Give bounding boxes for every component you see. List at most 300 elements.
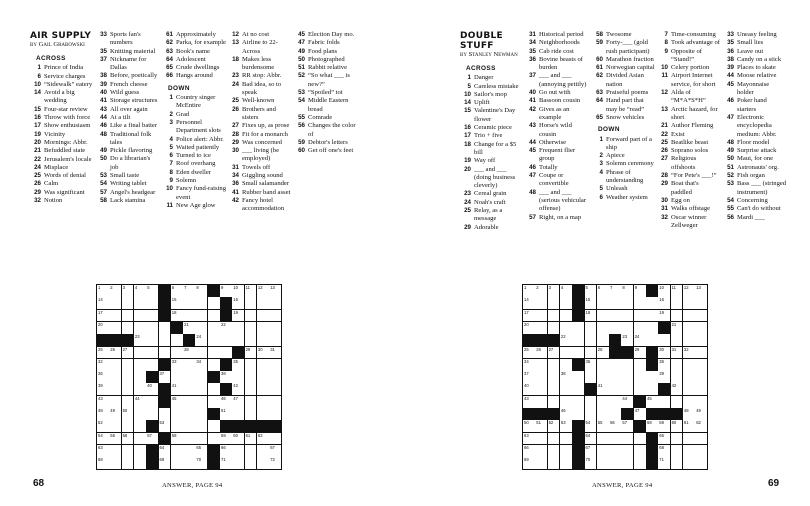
grid-cell[interactable] xyxy=(585,334,597,346)
grid-cell[interactable] xyxy=(621,359,633,371)
grid-cell[interactable] xyxy=(658,310,670,322)
grid-cell[interactable] xyxy=(597,347,609,359)
grid-cell[interactable] xyxy=(159,408,171,420)
grid-cell[interactable] xyxy=(646,334,658,346)
grid-cell[interactable] xyxy=(183,396,195,408)
grid-cell[interactable] xyxy=(183,310,195,322)
grid-cell[interactable] xyxy=(97,322,109,334)
grid-cell[interactable] xyxy=(122,383,134,395)
grid-cell[interactable] xyxy=(220,285,232,297)
grid-cell[interactable] xyxy=(208,334,220,346)
grid-cell[interactable] xyxy=(208,322,220,334)
grid-cell[interactable] xyxy=(523,285,535,297)
grid-cell[interactable] xyxy=(195,297,207,309)
grid-cell[interactable] xyxy=(183,408,195,420)
grid-cell[interactable] xyxy=(146,433,158,445)
grid-cell[interactable] xyxy=(609,297,621,309)
grid-cell[interactable] xyxy=(658,334,670,346)
grid-cell[interactable] xyxy=(597,445,609,457)
grid-cell[interactable] xyxy=(208,297,220,309)
grid-cell[interactable] xyxy=(560,297,572,309)
grid-cell[interactable] xyxy=(183,383,195,395)
grid-cell[interactable] xyxy=(523,371,535,383)
grid-cell[interactable] xyxy=(671,359,683,371)
grid-cell[interactable] xyxy=(548,445,560,457)
grid-cell[interactable] xyxy=(646,396,658,408)
grid-cell[interactable] xyxy=(232,383,244,395)
grid-cell[interactable] xyxy=(220,371,232,383)
grid-cell[interactable] xyxy=(658,285,670,297)
grid-cell[interactable] xyxy=(109,420,121,432)
grid-cell[interactable] xyxy=(585,297,597,309)
grid-cell[interactable] xyxy=(585,433,597,445)
grid-cell[interactable] xyxy=(560,420,572,432)
grid-cell[interactable] xyxy=(257,322,269,334)
grid-cell[interactable] xyxy=(671,347,683,359)
grid-cell[interactable] xyxy=(134,322,146,334)
grid-cell[interactable] xyxy=(585,347,597,359)
grid-cell[interactable] xyxy=(560,322,572,334)
grid-cell[interactable] xyxy=(245,408,257,420)
grid-cell[interactable] xyxy=(535,457,547,469)
grid-cell[interactable] xyxy=(183,445,195,457)
grid-cell[interactable] xyxy=(195,433,207,445)
grid-cell[interactable] xyxy=(523,322,535,334)
grid-cell[interactable] xyxy=(523,420,535,432)
grid-cell[interactable] xyxy=(183,371,195,383)
grid-cell[interactable] xyxy=(171,445,183,457)
grid-cell[interactable] xyxy=(658,347,670,359)
grid-cell[interactable] xyxy=(109,310,121,322)
grid-cell[interactable] xyxy=(195,359,207,371)
grid-cell[interactable] xyxy=(220,433,232,445)
grid-cell[interactable] xyxy=(159,334,171,346)
grid-cell[interactable] xyxy=(695,396,707,408)
grid-cell[interactable] xyxy=(122,457,134,469)
grid-cell[interactable] xyxy=(171,457,183,469)
grid-cell[interactable] xyxy=(671,433,683,445)
grid-cell[interactable] xyxy=(146,408,158,420)
grid-cell[interactable] xyxy=(257,347,269,359)
grid-cell[interactable] xyxy=(560,371,572,383)
grid-cell[interactable] xyxy=(220,445,232,457)
grid-cell[interactable] xyxy=(232,396,244,408)
grid-cell[interactable] xyxy=(609,359,621,371)
grid-cell[interactable] xyxy=(232,433,244,445)
grid-cell[interactable] xyxy=(535,371,547,383)
grid-cell[interactable] xyxy=(97,457,109,469)
grid-cell[interactable] xyxy=(257,396,269,408)
grid-cell[interactable] xyxy=(695,359,707,371)
grid-cell[interactable] xyxy=(671,310,683,322)
grid-cell[interactable] xyxy=(658,371,670,383)
grid-cell[interactable] xyxy=(159,445,171,457)
grid-cell[interactable] xyxy=(671,297,683,309)
grid-cell[interactable] xyxy=(683,396,695,408)
grid-cell[interactable] xyxy=(621,445,633,457)
grid-cell[interactable] xyxy=(695,445,707,457)
grid-cell[interactable] xyxy=(232,408,244,420)
grid-cell[interactable] xyxy=(683,359,695,371)
grid-cell[interactable] xyxy=(146,347,158,359)
grid-cell[interactable] xyxy=(535,383,547,395)
grid-cell[interactable] xyxy=(245,371,257,383)
grid-cell[interactable] xyxy=(646,310,658,322)
grid-cell[interactable] xyxy=(195,420,207,432)
grid-cell[interactable] xyxy=(683,445,695,457)
grid-cell[interactable] xyxy=(548,322,560,334)
grid-cell[interactable] xyxy=(109,347,121,359)
grid-cell[interactable] xyxy=(535,297,547,309)
grid-cell[interactable] xyxy=(609,445,621,457)
grid-cell[interactable] xyxy=(245,457,257,469)
grid-cell[interactable] xyxy=(609,420,621,432)
grid-cell[interactable] xyxy=(146,359,158,371)
grid-cell[interactable] xyxy=(122,297,134,309)
grid-cell[interactable] xyxy=(535,347,547,359)
grid-cell[interactable] xyxy=(523,347,535,359)
grid-cell[interactable] xyxy=(597,371,609,383)
grid-cell[interactable] xyxy=(122,420,134,432)
grid-cell[interactable] xyxy=(621,297,633,309)
grid-cell[interactable] xyxy=(134,445,146,457)
grid-cell[interactable] xyxy=(208,383,220,395)
grid-cell[interactable] xyxy=(208,433,220,445)
grid-cell[interactable] xyxy=(671,383,683,395)
grid-cell[interactable] xyxy=(523,396,535,408)
grid-cell[interactable] xyxy=(134,297,146,309)
grid-cell[interactable] xyxy=(232,322,244,334)
grid-cell[interactable] xyxy=(220,408,232,420)
grid-cell[interactable] xyxy=(109,383,121,395)
grid-cell[interactable] xyxy=(97,408,109,420)
grid-cell[interactable] xyxy=(269,371,281,383)
grid-cell[interactable] xyxy=(245,445,257,457)
grid-cell[interactable] xyxy=(585,310,597,322)
grid-cell[interactable] xyxy=(97,310,109,322)
grid-cell[interactable] xyxy=(560,396,572,408)
grid-cell[interactable] xyxy=(609,457,621,469)
grid-cell[interactable] xyxy=(159,420,171,432)
grid-cell[interactable] xyxy=(535,285,547,297)
grid-cell[interactable] xyxy=(585,408,597,420)
grid-cell[interactable] xyxy=(621,420,633,432)
grid-cell[interactable] xyxy=(646,371,658,383)
grid-cell[interactable] xyxy=(671,420,683,432)
grid-cell[interactable] xyxy=(159,371,171,383)
grid-cell[interactable] xyxy=(597,310,609,322)
grid-cell[interactable] xyxy=(609,433,621,445)
grid-cell[interactable] xyxy=(548,420,560,432)
grid-cell[interactable] xyxy=(134,359,146,371)
grid-cell[interactable] xyxy=(634,457,646,469)
grid-cell[interactable] xyxy=(609,383,621,395)
grid-cell[interactable] xyxy=(171,383,183,395)
grid-cell[interactable] xyxy=(658,359,670,371)
grid-cell[interactable] xyxy=(245,310,257,322)
grid-cell[interactable] xyxy=(695,408,707,420)
grid-cell[interactable] xyxy=(183,347,195,359)
grid-cell[interactable] xyxy=(257,445,269,457)
grid-cell[interactable] xyxy=(548,347,560,359)
grid-cell[interactable] xyxy=(269,310,281,322)
grid-cell[interactable] xyxy=(97,383,109,395)
grid-cell[interactable] xyxy=(548,396,560,408)
grid-cell[interactable] xyxy=(245,433,257,445)
grid-cell[interactable] xyxy=(646,297,658,309)
grid-cell[interactable] xyxy=(97,396,109,408)
grid-cell[interactable] xyxy=(183,420,195,432)
grid-cell[interactable] xyxy=(257,408,269,420)
grid-cell[interactable] xyxy=(134,371,146,383)
grid-cell[interactable] xyxy=(634,408,646,420)
grid-cell[interactable] xyxy=(646,420,658,432)
grid-cell[interactable] xyxy=(183,457,195,469)
grid-cell[interactable] xyxy=(232,371,244,383)
grid-cell[interactable] xyxy=(195,371,207,383)
grid-cell[interactable] xyxy=(171,396,183,408)
grid-cell[interactable] xyxy=(208,359,220,371)
grid-cell[interactable] xyxy=(597,433,609,445)
grid-cell[interactable] xyxy=(695,383,707,395)
grid-cell[interactable] xyxy=(634,310,646,322)
grid-cell[interactable] xyxy=(122,371,134,383)
grid-cell[interactable] xyxy=(208,310,220,322)
grid-cell[interactable] xyxy=(658,420,670,432)
grid-cell[interactable] xyxy=(146,297,158,309)
grid-cell[interactable] xyxy=(572,347,584,359)
grid-cell[interactable] xyxy=(257,359,269,371)
grid-cell[interactable] xyxy=(560,310,572,322)
grid-cell[interactable] xyxy=(683,433,695,445)
grid-cell[interactable] xyxy=(609,310,621,322)
grid-cell[interactable] xyxy=(146,322,158,334)
grid-cell[interactable] xyxy=(146,383,158,395)
grid-cell[interactable] xyxy=(597,383,609,395)
grid-cell[interactable] xyxy=(560,383,572,395)
grid-cell[interactable] xyxy=(232,457,244,469)
grid-cell[interactable] xyxy=(658,396,670,408)
grid-cell[interactable] xyxy=(695,420,707,432)
grid-cell[interactable] xyxy=(523,445,535,457)
grid-cell[interactable] xyxy=(171,371,183,383)
grid-cell[interactable] xyxy=(585,322,597,334)
grid-cell[interactable] xyxy=(695,334,707,346)
grid-cell[interactable] xyxy=(695,371,707,383)
grid-cell[interactable] xyxy=(97,445,109,457)
grid-cell[interactable] xyxy=(560,445,572,457)
grid-cell[interactable] xyxy=(585,396,597,408)
grid-cell[interactable] xyxy=(560,408,572,420)
grid-cell[interactable] xyxy=(183,285,195,297)
grid-cell[interactable] xyxy=(109,297,121,309)
grid-cell[interactable] xyxy=(683,347,695,359)
grid-cell[interactable] xyxy=(585,420,597,432)
grid-cell[interactable] xyxy=(634,433,646,445)
grid-cell[interactable] xyxy=(220,396,232,408)
grid-cell[interactable] xyxy=(646,322,658,334)
grid-cell[interactable] xyxy=(523,433,535,445)
grid-cell[interactable] xyxy=(548,457,560,469)
grid-cell[interactable] xyxy=(695,347,707,359)
grid-cell[interactable] xyxy=(183,322,195,334)
grid-cell[interactable] xyxy=(220,322,232,334)
grid-cell[interactable] xyxy=(146,334,158,346)
grid-cell[interactable] xyxy=(97,433,109,445)
grid-cell[interactable] xyxy=(109,322,121,334)
grid-cell[interactable] xyxy=(122,347,134,359)
grid-cell[interactable] xyxy=(572,396,584,408)
grid-cell[interactable] xyxy=(122,310,134,322)
grid-cell[interactable] xyxy=(134,408,146,420)
grid-cell[interactable] xyxy=(146,310,158,322)
grid-cell[interactable] xyxy=(695,310,707,322)
grid-cell[interactable] xyxy=(597,359,609,371)
grid-cell[interactable] xyxy=(597,396,609,408)
grid-cell[interactable] xyxy=(634,383,646,395)
grid-cell[interactable] xyxy=(171,433,183,445)
grid-cell[interactable] xyxy=(232,445,244,457)
grid-cell[interactable] xyxy=(597,334,609,346)
grid-cell[interactable] xyxy=(548,310,560,322)
grid-cell[interactable] xyxy=(671,396,683,408)
grid-cell[interactable] xyxy=(585,285,597,297)
grid-cell[interactable] xyxy=(195,310,207,322)
grid-cell[interactable] xyxy=(134,396,146,408)
grid-cell[interactable] xyxy=(597,297,609,309)
grid-cell[interactable] xyxy=(97,297,109,309)
grid-cell[interactable] xyxy=(572,383,584,395)
grid-cell[interactable] xyxy=(257,285,269,297)
grid-cell[interactable] xyxy=(560,433,572,445)
grid-cell[interactable] xyxy=(585,457,597,469)
grid-cell[interactable] xyxy=(195,347,207,359)
grid-cell[interactable] xyxy=(683,383,695,395)
grid-cell[interactable] xyxy=(109,371,121,383)
grid-cell[interactable] xyxy=(257,433,269,445)
grid-cell[interactable] xyxy=(523,359,535,371)
grid-cell[interactable] xyxy=(122,396,134,408)
grid-cell[interactable] xyxy=(560,334,572,346)
grid-cell[interactable] xyxy=(208,420,220,432)
grid-cell[interactable] xyxy=(171,285,183,297)
grid-cell[interactable] xyxy=(535,445,547,457)
grid-cell[interactable] xyxy=(195,383,207,395)
grid-cell[interactable] xyxy=(634,359,646,371)
grid-cell[interactable] xyxy=(146,396,158,408)
grid-cell[interactable] xyxy=(609,396,621,408)
grid-cell[interactable] xyxy=(159,457,171,469)
grid-cell[interactable] xyxy=(245,322,257,334)
grid-cell[interactable] xyxy=(195,457,207,469)
grid-cell[interactable] xyxy=(269,359,281,371)
grid-cell[interactable] xyxy=(597,457,609,469)
grid-cell[interactable] xyxy=(134,433,146,445)
grid-cell[interactable] xyxy=(621,334,633,346)
grid-cell[interactable] xyxy=(245,396,257,408)
grid-cell[interactable] xyxy=(658,297,670,309)
grid-cell[interactable] xyxy=(560,285,572,297)
grid-cell[interactable] xyxy=(621,383,633,395)
grid-cell[interactable] xyxy=(535,322,547,334)
grid-cell[interactable] xyxy=(269,297,281,309)
grid-cell[interactable] xyxy=(134,420,146,432)
grid-cell[interactable] xyxy=(232,310,244,322)
grid-cell[interactable] xyxy=(695,433,707,445)
grid-cell[interactable] xyxy=(97,420,109,432)
grid-cell[interactable] xyxy=(560,457,572,469)
grid-cell[interactable] xyxy=(560,359,572,371)
grid-cell[interactable] xyxy=(535,359,547,371)
grid-cell[interactable] xyxy=(658,457,670,469)
grid-cell[interactable] xyxy=(585,445,597,457)
grid-cell[interactable] xyxy=(195,285,207,297)
grid-cell[interactable] xyxy=(109,445,121,457)
grid-cell[interactable] xyxy=(683,310,695,322)
grid-cell[interactable] xyxy=(171,310,183,322)
grid-cell[interactable] xyxy=(585,359,597,371)
grid-cell[interactable] xyxy=(171,359,183,371)
grid-cell[interactable] xyxy=(683,420,695,432)
grid-cell[interactable] xyxy=(269,408,281,420)
grid-cell[interactable] xyxy=(232,297,244,309)
grid-cell[interactable] xyxy=(257,297,269,309)
grid-cell[interactable] xyxy=(609,285,621,297)
grid-cell[interactable] xyxy=(671,322,683,334)
grid-cell[interactable] xyxy=(232,359,244,371)
grid-cell[interactable] xyxy=(597,285,609,297)
grid-cell[interactable] xyxy=(97,359,109,371)
grid-cell[interactable] xyxy=(245,347,257,359)
grid-cell[interactable] xyxy=(220,347,232,359)
grid-cell[interactable] xyxy=(671,445,683,457)
grid-cell[interactable] xyxy=(159,347,171,359)
grid-cell[interactable] xyxy=(109,285,121,297)
grid-cell[interactable] xyxy=(269,347,281,359)
grid-cell[interactable] xyxy=(523,383,535,395)
grid-cell[interactable] xyxy=(245,297,257,309)
grid-cell[interactable] xyxy=(523,310,535,322)
grid-cell[interactable] xyxy=(695,297,707,309)
grid-cell[interactable] xyxy=(257,371,269,383)
grid-cell[interactable] xyxy=(109,396,121,408)
grid-cell[interactable] xyxy=(609,322,621,334)
grid-cell[interactable] xyxy=(146,285,158,297)
grid-cell[interactable] xyxy=(208,347,220,359)
grid-cell[interactable] xyxy=(245,359,257,371)
grid-cell[interactable] xyxy=(97,371,109,383)
grid-cell[interactable] xyxy=(523,457,535,469)
grid-cell[interactable] xyxy=(257,334,269,346)
grid-cell[interactable] xyxy=(171,408,183,420)
grid-cell[interactable] xyxy=(621,371,633,383)
grid-cell[interactable] xyxy=(171,347,183,359)
grid-cell[interactable] xyxy=(183,359,195,371)
grid-cell[interactable] xyxy=(109,408,121,420)
grid-cell[interactable] xyxy=(560,347,572,359)
grid-cell[interactable] xyxy=(548,433,560,445)
grid-cell[interactable] xyxy=(585,371,597,383)
grid-cell[interactable] xyxy=(683,457,695,469)
grid-cell[interactable] xyxy=(621,322,633,334)
grid-cell[interactable] xyxy=(548,297,560,309)
grid-cell[interactable] xyxy=(548,285,560,297)
grid-cell[interactable] xyxy=(671,285,683,297)
grid-cell[interactable] xyxy=(634,371,646,383)
grid-cell[interactable] xyxy=(634,445,646,457)
grid-cell[interactable] xyxy=(195,408,207,420)
grid-cell[interactable] xyxy=(245,383,257,395)
